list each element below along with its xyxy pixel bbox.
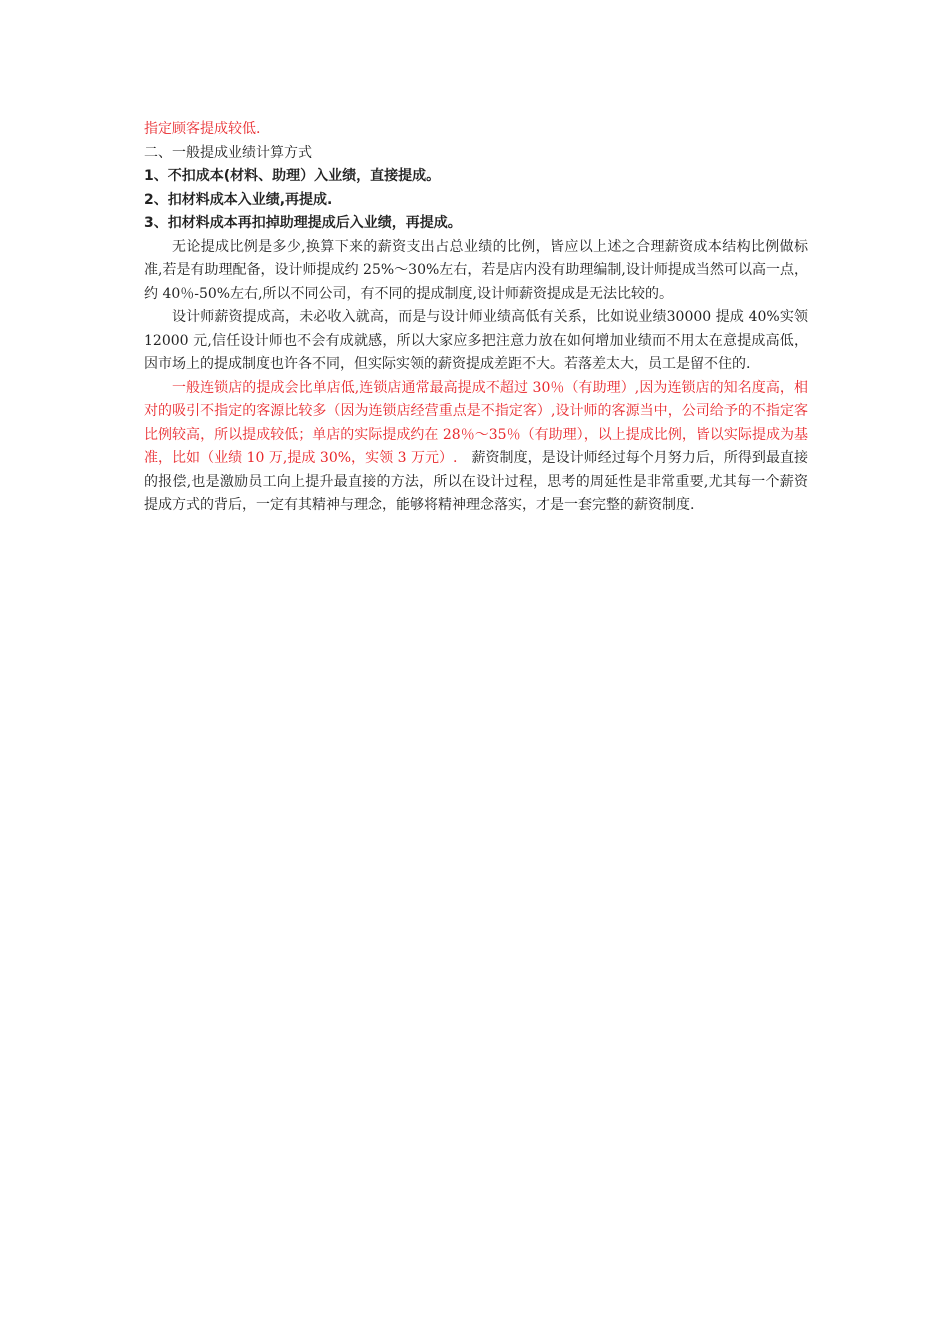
method-item-2: 2、扣材料成本入业绩,再提成. bbox=[144, 191, 333, 208]
paragraph-commission-ratio: 无论提成比例是多少,换算下来的薪资支出占总业绩的比例，皆应以上述之合理薪资成本结构比例做标准,若是有助理配备，设计师提成约 25%～30%左右，若是店内没有助理编制,设计师提成当然可以高一点，约 40％-50%左右,所以不同公司，有不同的提成制度,设计师薪资提成是无法比较的。 bbox=[144, 238, 808, 302]
intro-line: 指定顾客提成较低. bbox=[144, 121, 261, 137]
document-page bbox=[144, 118, 808, 518]
chain-store-red-text: 一般连锁店的提成会比单店低,连锁店通常最高提成不超过 30％（有助理）,因为连锁店的知名度高，相对的吸引不指定的客源比较多（因为连锁店经营重点是不指定客）,设计师的客源当中，公司给予的不指定客比例较高，所以提成较低；单店的实际提成约在 28％～35％（有助理），以上提成比例，皆以实际提成为基准，比如（业绩 10 万,提成 30%，实领 3 万元）. bbox=[144, 379, 808, 466]
section-heading: 二、一般提成业绩计算方式 bbox=[144, 144, 312, 161]
salary-system-text: 薪资制度，是设计师经过每个月努力后，所得到最直接的报偿,也是激励员工向上提升最直接的方法，所以在设计过程，思考的周延性是非常重要,尤其每一个薪资提成方式的背后，一定有其精神与理念，能够将精神理念落实，才是一套完整的薪资制度. bbox=[144, 450, 808, 513]
paragraph-salary-vs-performance: 设计师薪资提成高，未必收入就高，而是与设计师业绩高低有关系，比如说业绩30000 提成 40%实领 12000 元,信任设计师也不会有成就感，所以大家应多把注意力放在如何增加业绩而不用太在意提成高低，因市场上的提成制度也许各不同，但实际实领的薪资提成差距不大。若落差太大，员工是留不住的. bbox=[144, 309, 808, 372]
method-item-1: 1、不扣成本(材料、助理）入业绩，直接提成。 bbox=[144, 168, 441, 184]
method-item-3: 3、扣材料成本再扣掉助理提成后入业绩，再提成。 bbox=[144, 215, 462, 231]
paragraph-chain-store bbox=[144, 377, 808, 518]
